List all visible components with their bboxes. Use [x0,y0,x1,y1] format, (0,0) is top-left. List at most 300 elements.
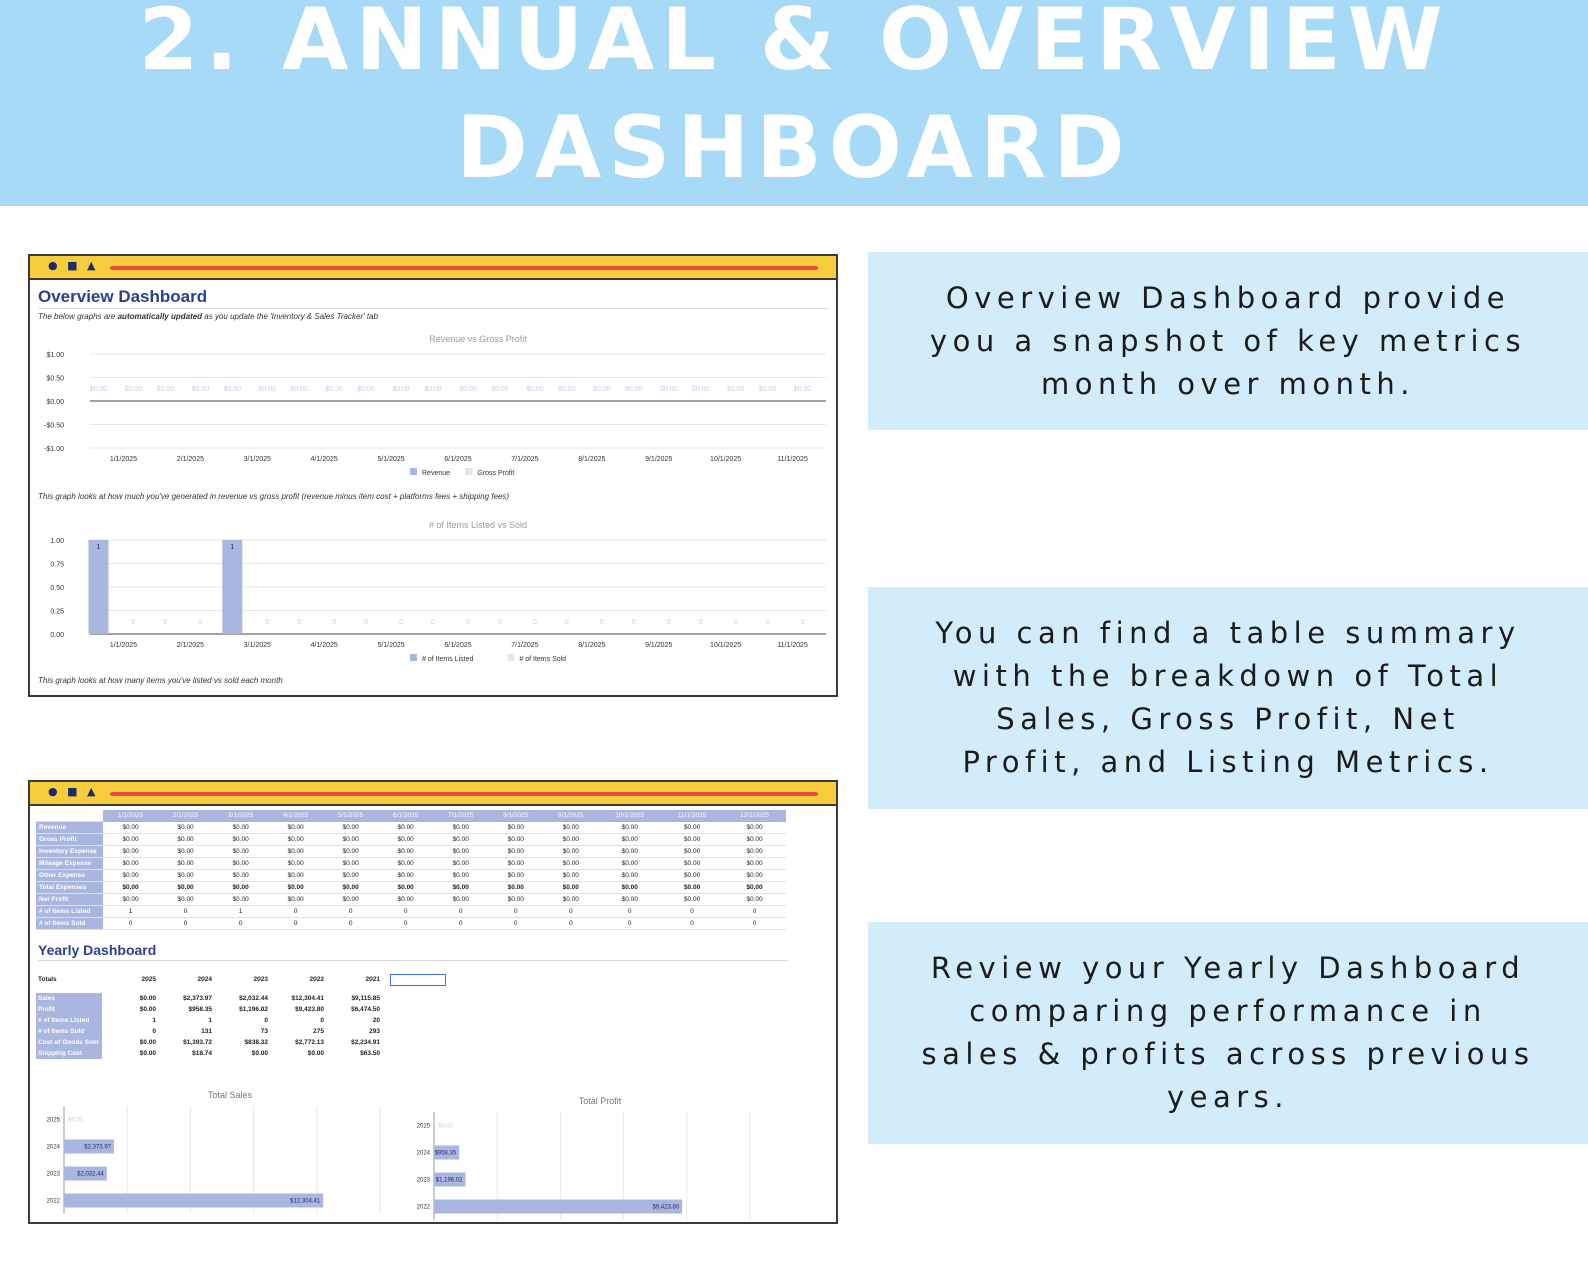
table-cell[interactable]: $0.00 [323,894,378,906]
table-cell[interactable]: $0.00 [268,822,323,834]
row-label: # of Items Sold [36,1026,102,1037]
table-cell[interactable]: $0.00 [378,882,433,894]
row-label: Sales [36,993,102,1004]
table-cell[interactable]: $0.00 [661,882,723,894]
data-label: $0.00 [659,386,678,393]
table-cell[interactable]: $0.00 [661,834,723,846]
table-cell[interactable]: $0.00 [268,882,323,894]
yearly-cell[interactable]: 131 [201,1028,212,1035]
table-cell[interactable]: $0.00 [661,822,723,834]
legend-label: # of Items Listed [422,656,474,663]
table-cell[interactable]: $0.00 [268,894,323,906]
y-tick-label: $1.00 [46,352,64,359]
y-tick-label: -$0.50 [44,422,64,430]
table-cell[interactable]: 0 [323,906,378,918]
table-cell[interactable]: $0.00 [433,846,488,858]
yearly-cell[interactable]: $0.00 [139,1006,156,1013]
yearly-totals-table [36,974,382,1059]
yearly-cell[interactable]: $0.00 [139,1039,156,1046]
y-tick-label: -$1.00 [44,446,64,453]
table-cell[interactable]: $0.00 [433,834,488,846]
bar [222,540,242,634]
table-cell[interactable]: $0.00 [543,822,598,834]
yearly-screenshot [28,780,838,1224]
table-cell[interactable]: $0.00 [213,858,268,870]
data-label: 0 [297,619,302,626]
yearly-cell[interactable]: $958.35 [188,1006,212,1013]
table-cell[interactable]: 0 [213,918,268,930]
banner-title-line-2: DASHBOARD [456,98,1132,198]
table-cell[interactable]: 0 [488,918,543,930]
data-label: $0.00 [691,386,710,393]
data-label: $0.00 [424,386,442,393]
x-tick-label: 5/1/2025 [377,642,405,649]
y-tick-label: 2024 [416,1150,430,1157]
x-tick-label: 10/1/2025 [710,456,742,463]
yearly-cell[interactable]: $0.00 [139,995,156,1002]
x-tick-label: 10/1/2025 [710,642,742,649]
table-cell[interactable]: $0.00 [598,834,661,846]
table-cell[interactable]: $0.00 [488,846,543,858]
x-tick-label: 1/1/2025 [109,642,138,649]
data-label: 1 [230,544,235,551]
table-cell[interactable]: 0 [433,906,488,918]
data-label: $0.00 [491,386,509,393]
table-cell[interactable]: $0.00 [488,822,543,834]
table-cell[interactable]: 0 [723,918,786,930]
table-cell[interactable]: $0.00 [723,822,786,834]
table-cell[interactable]: $0.00 [598,846,661,858]
table-cell[interactable]: $0.00 [723,894,786,906]
x-tick-label: 4/1/2025 [310,456,338,463]
x-tick-label: 2/1/2025 [176,456,204,463]
year-header: 2021 [365,976,380,983]
x-tick-label: 5/1/2025 [377,456,405,463]
yearly-row [36,1004,382,1015]
data-label: 0 [399,619,404,626]
row-label: Shipping Cost [36,1048,102,1059]
table-cell[interactable]: 0 [661,918,723,930]
table-cell[interactable]: $0.00 [103,870,158,882]
table-cell[interactable]: 0 [723,906,786,918]
data-label: $0.00 [89,386,108,393]
y-tick-label: $0.00 [46,399,64,406]
table-cell[interactable]: $0.00 [488,858,543,870]
bar [88,540,108,634]
table-row [36,846,786,858]
window-shape-icons: ● ■ ▲ [48,785,99,798]
yearly-cell[interactable]: $18.74 [192,1050,212,1057]
yearly-cell[interactable]: $0.00 [307,1050,324,1057]
row-label: Total Expenses [36,882,103,894]
data-label: $0.00 [526,386,544,393]
x-tick-label: 9/1/2025 [645,642,673,649]
x-tick-label: 3/1/2025 [243,642,271,649]
table-cell[interactable]: $0.00 [661,870,723,882]
x-tick-label: 11/1/2025 [777,642,808,649]
revenue-graph-note: This graph looks at how much you've generated in revenue vs gross profit (revenue minus item cost + platforms fees + shipping fees) [38,492,510,501]
table-cell[interactable]: $0.00 [433,858,488,870]
table-cell[interactable]: $0.00 [378,858,433,870]
table-cell[interactable]: $0.00 [158,834,213,846]
yearly-cell[interactable]: $2,373.97 [183,995,212,1002]
data-label: $0.00 [558,386,576,393]
yearly-cell[interactable]: 275 [313,1028,324,1035]
callout-overview [868,252,1588,430]
table-cell[interactable]: 0 [378,906,433,918]
y-tick-label: 2024 [46,1144,60,1151]
x-tick-label: 4/1/2025 [310,642,338,649]
yearly-cell[interactable]: $63.50 [360,1050,380,1057]
bar [434,1200,682,1214]
legend-label: # of Items Sold [519,656,567,663]
items-listed-vs-sold-chart [30,512,836,672]
x-tick-label: 1/1/2025 [109,456,138,463]
table-cell[interactable]: $0.00 [103,882,158,894]
selected-cell[interactable] [390,974,446,986]
total-profit-chart [400,1092,760,1224]
x-tick-label: 7/1/2025 [511,456,539,463]
table-cell[interactable]: $0.00 [378,846,433,858]
yearly-cell[interactable]: 0 [320,1017,324,1024]
table-cell[interactable]: $0.00 [723,846,786,858]
data-label: 0 [131,619,136,626]
table-row [36,822,786,834]
yearly-cell[interactable]: $838.32 [244,1039,268,1046]
table-cell[interactable]: $0.00 [723,858,786,870]
table-row [36,834,786,846]
table-cell[interactable]: $0.00 [378,894,433,906]
row-label: Inventory Expense [36,846,103,858]
table-cell[interactable]: $0.00 [378,822,433,834]
table-cell[interactable]: $0.00 [433,870,488,882]
spacer-row [36,985,382,993]
callout-table-summary [868,587,1588,809]
y-tick-label: 0.50 [50,585,64,592]
data-label: $0.00 [325,386,343,393]
table-cell[interactable]: 0 [661,906,723,918]
x-tick-label: 9/1/2025 [645,456,673,463]
table-cell[interactable]: 0 [103,918,158,930]
table-cell[interactable]: $0.00 [323,882,378,894]
y-tick-label: 2025 [46,1117,60,1124]
table-cell[interactable]: $0.00 [213,870,268,882]
row-label: Gross Profit [36,834,103,846]
table-cell[interactable]: $0.00 [213,846,268,858]
yearly-header-row [36,974,382,985]
table-cell[interactable]: 0 [543,918,598,930]
y-tick-label: 2023 [46,1171,60,1178]
data-label: $0.00 [223,386,242,393]
table-cell[interactable]: $0.00 [661,894,723,906]
y-tick-label: 0.25 [50,608,64,616]
table-cell[interactable]: $0.00 [268,858,323,870]
data-label: $0.00 [758,386,777,393]
data-label: 0 [800,619,805,626]
table-cell[interactable]: $0.00 [378,834,433,846]
table-cell[interactable]: $0.00 [598,822,661,834]
table-cell[interactable]: $0.00 [661,858,723,870]
table-cell[interactable]: $0.00 [158,846,213,858]
table-cell[interactable]: $0.00 [158,882,213,894]
table-cell[interactable]: 0 [598,918,661,930]
data-label: $0.00 [124,386,143,393]
month-header: 5/1/2025 [323,810,378,822]
month-header: 10/1/2025 [598,810,661,822]
table-cell[interactable]: $0.00 [158,870,213,882]
y-tick-label: 0.00 [50,632,64,639]
data-label: 0 [698,619,703,626]
y-tick-label: 2025 [416,1123,430,1130]
table-cell[interactable]: $0.00 [598,858,661,870]
data-label: $2,373.97 [84,1144,112,1151]
window-shape-icons: ● ■ ▲ [48,259,99,272]
table-cell[interactable]: $0.00 [488,882,543,894]
table-cell[interactable]: $0.00 [103,894,158,906]
data-label: $1,196.02 [435,1177,463,1184]
row-label: Cost of Goods Sold [36,1037,102,1048]
table-cell[interactable]: $0.00 [213,894,268,906]
table-cell[interactable]: $0.00 [598,894,661,906]
data-label: 0 [666,619,671,626]
data-label: $0.00 [593,386,611,393]
x-tick-label: 8/1/2025 [578,642,606,649]
legend-swatch [465,468,472,475]
row-label: # of Items Listed [36,1015,102,1026]
table-row [36,894,786,906]
table-cell[interactable]: $0.00 [433,822,488,834]
yearly-divider [38,960,788,961]
yearly-cell[interactable]: $0.00 [251,1050,268,1057]
callout-yearly [868,922,1588,1144]
data-label: $0.00 [793,386,812,393]
table-cell[interactable]: $0.00 [213,822,268,834]
table-cell[interactable]: 0 [323,918,378,930]
data-label: 0 [765,619,770,626]
bar [64,1194,323,1208]
x-tick-label: 2/1/2025 [176,642,204,649]
table-cell[interactable]: 1 [213,906,268,918]
data-label: 0 [332,619,337,626]
yearly-cell[interactable]: 0 [152,1028,156,1035]
row-label: Other Expense [36,870,103,882]
yearly-cell[interactable]: 1 [152,1017,156,1024]
table-cell[interactable]: $0.00 [103,858,158,870]
month-header: 6/1/2025 [378,810,433,822]
total-sales-chart [30,1086,390,1224]
data-label: $0.00 [68,1117,84,1124]
revenue-vs-gross-profit-chart [30,326,836,486]
x-tick-label: 11/1/2025 [777,456,808,463]
data-label: $0.00 [392,386,410,393]
data-label: 0 [631,619,636,626]
table-cell[interactable]: $0.00 [103,834,158,846]
table-cell[interactable]: 0 [598,906,661,918]
table-cell[interactable]: $0.00 [543,858,598,870]
table-cell[interactable]: $0.00 [323,870,378,882]
data-label: 0 [532,619,537,626]
yearly-cell[interactable]: 293 [369,1028,380,1035]
table-cell[interactable]: $0.00 [268,846,323,858]
table-cell[interactable]: $0.00 [323,846,378,858]
table-cell[interactable]: $0.00 [213,882,268,894]
table-cell[interactable]: $0.00 [323,858,378,870]
chart-title: Total Profit [578,1096,622,1106]
yearly-row [36,1037,382,1048]
table-cell[interactable]: $0.00 [543,882,598,894]
legend-label: Gross Profit [477,470,515,477]
yearly-row [36,1015,382,1026]
data-label: $2,032.44 [77,1171,104,1178]
y-tick-label: 2022 [416,1204,430,1211]
month-header: 3/1/2025 [213,810,268,822]
data-label: 0 [198,619,203,626]
yearly-cell[interactable]: $12,304.41 [291,995,324,1002]
yearly-cell[interactable]: 20 [372,1017,380,1024]
y-tick-label: 2023 [416,1177,430,1184]
table-cell[interactable]: $0.00 [268,870,323,882]
month-header: 4/1/2025 [268,810,323,822]
table-cell[interactable]: 0 [378,918,433,930]
table-cell[interactable]: $0.00 [723,882,786,894]
data-label: 0 [265,619,270,626]
table-cell[interactable]: 0 [158,918,213,930]
data-label: $0.00 [726,386,745,393]
table-cell[interactable]: $0.00 [723,834,786,846]
table-cell[interactable]: $0.00 [661,846,723,858]
callout-table-summary-text: You can find a table summary with the breakdown of Total Sales, Gross Profit, Net Profit, and Listing Metrics. [935,616,1521,779]
month-header: 12/1/2025 [723,810,786,822]
yearly-cell[interactable]: $2,772.13 [295,1039,324,1046]
yearly-cell[interactable]: $2,032.44 [239,995,268,1002]
yearly-cell[interactable]: $0.00 [139,1050,156,1057]
table-cell[interactable]: $0.00 [433,894,488,906]
table-cell[interactable]: $0.00 [323,834,378,846]
table-cell[interactable]: 0 [268,906,323,918]
overview-dashboard-title: Overview Dashboard [38,287,208,306]
month-header: 1/1/2025 [103,810,158,822]
table-cell[interactable]: $0.00 [543,846,598,858]
table-cell[interactable]: 0 [488,906,543,918]
x-tick-label: 3/1/2025 [243,456,271,463]
row-label: Mileage Expense [36,858,103,870]
data-label: $0.00 [459,386,477,393]
yearly-cell[interactable]: $1,393.72 [183,1039,212,1046]
month-header: 9/1/2025 [543,810,598,822]
data-label: $0.00 [624,386,643,393]
overview-subtitle: The below graphs are automatically updated as you update the 'Inventory & Sales Tracker' tab [38,312,378,321]
yearly-cell[interactable]: $6,474.50 [351,1006,380,1013]
data-label: 0 [599,619,604,626]
data-label: 0 [733,619,738,626]
table-row [36,906,786,918]
table-cell[interactable]: 0 [433,918,488,930]
y-tick-label: 1.00 [50,538,64,545]
yearly-cell[interactable]: 0 [264,1017,268,1024]
data-label: 0 [497,619,502,626]
data-label: $12,304.41 [290,1198,321,1205]
table-cell[interactable]: 0 [268,918,323,930]
year-header: 2022 [309,976,324,983]
table-cell[interactable]: $0.00 [543,834,598,846]
yearly-cell[interactable]: 1 [208,1017,212,1024]
row-label: Net Profit [36,894,103,906]
callout-yearly-text: Review your Yearly Dashboard comparing performance in sales & profits across previous years. [921,951,1535,1114]
data-label: $0.00 [290,386,308,393]
table-cell[interactable]: $0.00 [213,834,268,846]
row-label: # of Items Sold [36,918,103,930]
row-label: # of Items Listed [36,906,103,918]
month-header: 8/1/2025 [488,810,543,822]
table-cell[interactable]: 0 [543,906,598,918]
y-tick-label: 2022 [46,1198,60,1205]
table-cell[interactable]: $0.00 [158,822,213,834]
window-accent-line [110,266,818,270]
window-toolbar [30,256,836,280]
table-cell[interactable]: $0.00 [158,894,213,906]
table-cell[interactable]: $0.00 [488,894,543,906]
data-label: $0.00 [357,386,375,393]
x-tick-label: 6/1/2025 [444,642,472,649]
y-tick-label: 0.75 [50,561,64,569]
legend-swatch [410,654,417,661]
data-label: 0 [163,619,168,626]
table-cell[interactable]: $0.00 [488,834,543,846]
legend-label: Revenue [422,470,451,477]
data-label: $0.00 [191,386,210,393]
year-header: 2024 [197,976,212,983]
yearly-cell[interactable]: $9,423.80 [295,1006,324,1013]
table-cell[interactable]: 0 [158,906,213,918]
yearly-row [36,1026,382,1037]
items-graph-note: This graph looks at how many items you've listed vs sold each month [38,676,283,685]
table-cell[interactable]: $0.00 [723,870,786,882]
yearly-row [36,1048,382,1059]
month-header: 7/1/2025 [433,810,488,822]
totals-label: Totals [38,976,57,983]
year-header: 2025 [141,976,156,983]
table-cell[interactable]: $0.00 [268,834,323,846]
table-cell[interactable]: $0.00 [103,822,158,834]
table-cell[interactable]: $0.00 [433,882,488,894]
data-label: $0.00 [438,1123,454,1130]
window-accent-line [110,792,818,796]
table-cell[interactable]: $0.00 [323,822,378,834]
table-cell[interactable]: $0.00 [543,870,598,882]
x-tick-label: 8/1/2025 [578,456,606,463]
title-divider [38,308,828,309]
yearly-dashboard-title: Yearly Dashboard [38,942,157,958]
table-cell[interactable]: $0.00 [488,870,543,882]
yearly-cell[interactable]: $9,115.85 [351,995,380,1002]
x-tick-label: 6/1/2025 [444,456,472,463]
row-label: Profit [36,1004,102,1015]
data-label: $958.35 [434,1150,457,1157]
table-cell[interactable]: $0.00 [103,846,158,858]
table-cell[interactable]: $0.00 [598,870,661,882]
yearly-cell[interactable]: $2,234.91 [351,1039,380,1046]
table-cell[interactable]: $0.00 [598,882,661,894]
table-cell[interactable]: $0.00 [378,870,433,882]
legend-swatch [410,468,417,475]
window-toolbar [30,782,836,806]
month-header: 11/1/2025 [661,810,723,822]
table-cell[interactable]: $0.00 [158,858,213,870]
table-cell[interactable]: $0.00 [543,894,598,906]
yearly-cell[interactable]: $1,196.02 [239,1006,268,1013]
yearly-cell[interactable]: 73 [260,1028,268,1035]
table-cell[interactable]: 1 [103,906,158,918]
